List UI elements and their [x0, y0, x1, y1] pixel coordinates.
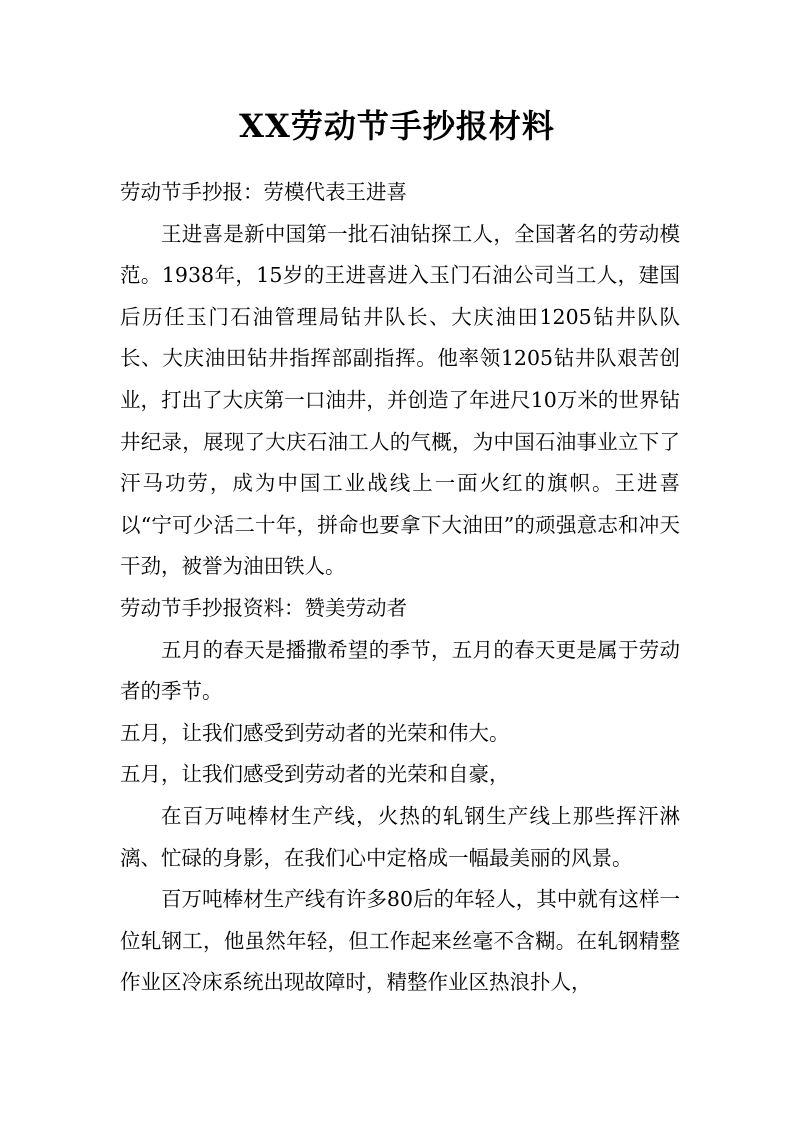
section-heading-praise-workers: 劳动节手抄报资料：赞美劳动者 [120, 595, 407, 620]
line-may-glory-greatness: 五月，让我们感受到劳动者的光荣和伟大。 [120, 720, 510, 745]
paragraph-may-spring: 五月的春天是播撒希望的季节，五月的春天更是属于劳动者的季节。 [120, 637, 680, 704]
document-body [120, 172, 680, 1004]
section-heading-model-worker: 劳动节手抄报：劳模代表王进喜 [120, 180, 407, 204]
paragraph-wang-jinxi: 王进喜是新中国第一批石油钻探工人，全国著名的劳动模范。1938年，15岁的王进喜进入玉门石油公司当工人，建国后历任玉门石油管理局钻井队长、大庆油田1205钻井队队长、大庆油田钻井指挥部副指挥。他率领1205钻井队艰苦创业，打出了大庆第一口油井，并创造了年进尺10万米的世界钻井纪录，展现了大庆石油工人的气概，为中国石油事业立下了汗马功劳，成为中国工业战线上一面火红的旗帜。王进喜以“宁可少活二十年，拼命也要拿下大油田”的顽强意志和冲天干劲，被誉为油田铁人。 [120, 221, 680, 579]
paragraph-rolling-line: 在百万吨棒材生产线，火热的轧钢生产线上那些挥汗淋漓、忙碌的身影，在我们心中定格成一幅最美丽的风景。 [120, 803, 680, 870]
line-may-glory-pride: 五月，让我们感受到劳动者的光荣和自豪， [120, 762, 510, 787]
document-title: XX劳动节手抄报材料 [239, 107, 555, 145]
paragraph-young-worker: 百万吨棒材生产线有许多80后的年轻人，其中就有这样一位轧钢工，他虽然年轻，但工作起来丝毫不含糊。在轧钢精整作业区冷床系统出现故障时，精整作业区热浪扑人， [120, 887, 680, 995]
